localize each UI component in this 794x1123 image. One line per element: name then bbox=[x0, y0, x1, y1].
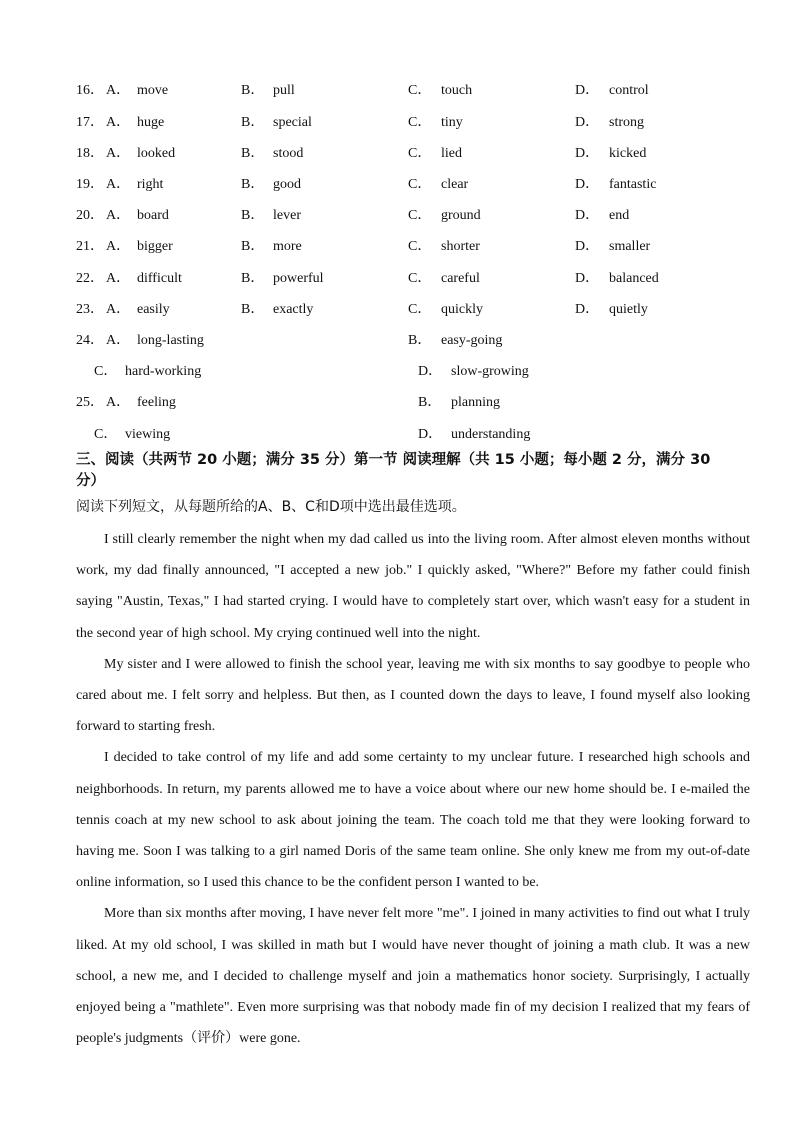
option-c-text: lied bbox=[441, 146, 462, 161]
option-d-label: D． bbox=[575, 146, 600, 161]
question-row bbox=[0, 205, 794, 227]
option-b-label: B． bbox=[241, 83, 265, 98]
option-b-label: B． bbox=[241, 115, 265, 130]
option-b-text: stood bbox=[273, 146, 304, 161]
question-row bbox=[0, 392, 794, 414]
option-d-label: D． bbox=[575, 271, 600, 286]
question-number: 21． bbox=[76, 239, 104, 254]
option-c-label: C． bbox=[408, 239, 432, 254]
option-a-label: A． bbox=[106, 395, 131, 410]
question-row bbox=[0, 299, 794, 321]
option-b-text: good bbox=[273, 177, 301, 192]
option-d-text: balanced bbox=[609, 271, 659, 286]
option-a-label: A． bbox=[106, 177, 131, 192]
question-row bbox=[0, 236, 794, 258]
option-d-label: D． bbox=[575, 302, 600, 317]
question-number: 18． bbox=[76, 146, 104, 161]
option-d-text: smaller bbox=[609, 239, 651, 254]
option-c-text: quickly bbox=[441, 302, 483, 317]
question-row bbox=[0, 143, 794, 165]
option-a-label: A． bbox=[106, 146, 131, 161]
option-c-text: viewing bbox=[125, 427, 171, 442]
option-b-label: B． bbox=[241, 177, 265, 192]
option-d-label: D． bbox=[575, 239, 600, 254]
passage-paragraph: I decided to take control of my life and add some certainty to my unclear future. I researched high schools and neighborhoods. In return, my parents allowed me to have a voice about where our new home should be. I e-mailed the tennis coach at my new school to ask about joining the team. The coach told me that they were looking forward to having me. Soon I was talking to a girl named Doris of the same team online. She only knew me from my out-of-date online information, so I used this chance to be the confident person I wanted to be. bbox=[76, 750, 750, 891]
option-a-label: A． bbox=[106, 302, 131, 317]
question-number: 19． bbox=[76, 177, 104, 192]
option-a-text: looked bbox=[137, 146, 176, 161]
passage-paragraph: I still clearly remember the night when my dad called us into the living room. After almost eleven months without work, my dad finally announced, "I accepted a new job." I quickly asked, "Where?" Before my father could finish saying "Austin, Texas," I had started crying. I would have to completely start over, which wasn't easy for a student in the second year of high school. My crying continued well into the night. bbox=[76, 532, 750, 641]
option-a-label: A． bbox=[106, 208, 131, 223]
option-a-label: A． bbox=[106, 83, 131, 98]
option-c-text: ground bbox=[441, 208, 481, 223]
option-d-label: D． bbox=[575, 83, 600, 98]
option-b-text: planning bbox=[451, 395, 500, 410]
option-d-text: control bbox=[609, 83, 649, 98]
question-number: 23． bbox=[76, 302, 104, 317]
question-number: 16． bbox=[76, 83, 104, 98]
option-b-text: easy-going bbox=[441, 333, 503, 348]
question-number: 24． bbox=[76, 333, 104, 348]
option-d-label: D． bbox=[575, 115, 600, 130]
option-d-text: end bbox=[609, 208, 630, 223]
option-c-label: C． bbox=[408, 302, 432, 317]
passage-paragraph: My sister and I were allowed to finish the school year, leaving me with six months to say goodbye to people who cared about me. I felt sorry and helpless. But then, as I counted down the days to leave, I found myself also looking forward to starting fresh. bbox=[76, 656, 750, 735]
option-c-text: careful bbox=[441, 271, 480, 286]
question-row bbox=[0, 330, 794, 352]
option-a-text: difficult bbox=[137, 271, 182, 286]
option-c-label: C． bbox=[408, 177, 432, 192]
option-b-label: B． bbox=[241, 271, 265, 286]
question-row bbox=[0, 268, 794, 290]
option-b-label: B． bbox=[241, 302, 265, 317]
option-b-label: B． bbox=[241, 146, 265, 161]
option-b-text: lever bbox=[273, 208, 301, 223]
passage-paragraph: More than six months after moving, I have never felt more "me". I joined in many activities to find out what I truly liked. At my old school, I was skilled in math but I would have never thought of joining a math club. It was a new school, a new me, and I decided to challenge myself and join a mathematics honor society. Surprisingly, I actually enjoyed being a "mathlete". Even more surprising was that nobody made fin of my decision I realized that my fears of people's judgments（评价）were gone. bbox=[76, 906, 750, 1047]
option-b-label: B． bbox=[241, 239, 265, 254]
option-d-label: D． bbox=[575, 208, 600, 223]
option-c-text: tiny bbox=[441, 115, 463, 130]
option-d-text: quietly bbox=[609, 302, 648, 317]
option-a-label: A． bbox=[106, 115, 131, 130]
section-heading-line: 分） bbox=[76, 473, 105, 489]
instructions: 阅读下列短文，从每题所给的A、B、C和D项中选出最佳选项。 bbox=[76, 499, 466, 515]
option-c-label: C． bbox=[94, 364, 118, 379]
option-a-label: A． bbox=[106, 271, 131, 286]
question-row bbox=[0, 112, 794, 134]
question-row bbox=[0, 424, 794, 446]
option-c-text: touch bbox=[441, 83, 473, 98]
option-b-text: special bbox=[273, 115, 312, 130]
question-row bbox=[0, 174, 794, 196]
option-a-text: feeling bbox=[137, 395, 176, 410]
option-a-text: move bbox=[137, 83, 169, 98]
question-row bbox=[0, 80, 794, 102]
option-d-label: D． bbox=[418, 364, 443, 379]
option-d-text: fantastic bbox=[609, 177, 657, 192]
option-d-label: D． bbox=[575, 177, 600, 192]
question-number: 22． bbox=[76, 271, 104, 286]
option-d-text: slow-growing bbox=[451, 364, 529, 379]
option-a-label: A． bbox=[106, 239, 131, 254]
option-c-label: C． bbox=[408, 146, 432, 161]
option-c-label: C． bbox=[408, 271, 432, 286]
option-c-label: C． bbox=[408, 208, 432, 223]
option-b-label: B． bbox=[408, 333, 432, 348]
option-c-label: C． bbox=[408, 83, 432, 98]
option-a-text: board bbox=[137, 208, 169, 223]
option-b-text: pull bbox=[273, 83, 295, 98]
option-a-text: huge bbox=[137, 115, 165, 130]
option-b-label: B． bbox=[241, 208, 265, 223]
option-d-text: strong bbox=[609, 115, 644, 130]
option-c-label: C． bbox=[408, 115, 432, 130]
section-heading-line: 三、阅读（共两节 20 小题；满分 35 分）第一节 阅读理解（共 15 小题；每小题 2 分，满分 30 bbox=[76, 452, 711, 468]
question-number: 25． bbox=[76, 395, 104, 410]
section-heading bbox=[76, 450, 752, 492]
option-b-label: B． bbox=[418, 395, 442, 410]
question-number: 20． bbox=[76, 208, 104, 223]
option-c-label: C． bbox=[94, 427, 118, 442]
option-a-text: easily bbox=[137, 302, 170, 317]
option-a-text: long-lasting bbox=[137, 333, 204, 348]
option-c-text: clear bbox=[441, 177, 469, 192]
option-c-text: hard-working bbox=[125, 364, 202, 379]
reading-passage bbox=[76, 524, 750, 1054]
question-row bbox=[0, 361, 794, 383]
option-a-label: A． bbox=[106, 333, 131, 348]
option-d-text: kicked bbox=[609, 146, 647, 161]
option-d-label: D． bbox=[418, 427, 443, 442]
question-number: 17． bbox=[76, 115, 104, 130]
option-d-text: understanding bbox=[451, 427, 531, 442]
option-a-text: bigger bbox=[137, 239, 173, 254]
option-c-text: shorter bbox=[441, 239, 480, 254]
option-b-text: more bbox=[273, 239, 302, 254]
option-b-text: powerful bbox=[273, 271, 324, 286]
option-a-text: right bbox=[137, 177, 164, 192]
option-b-text: exactly bbox=[273, 302, 314, 317]
